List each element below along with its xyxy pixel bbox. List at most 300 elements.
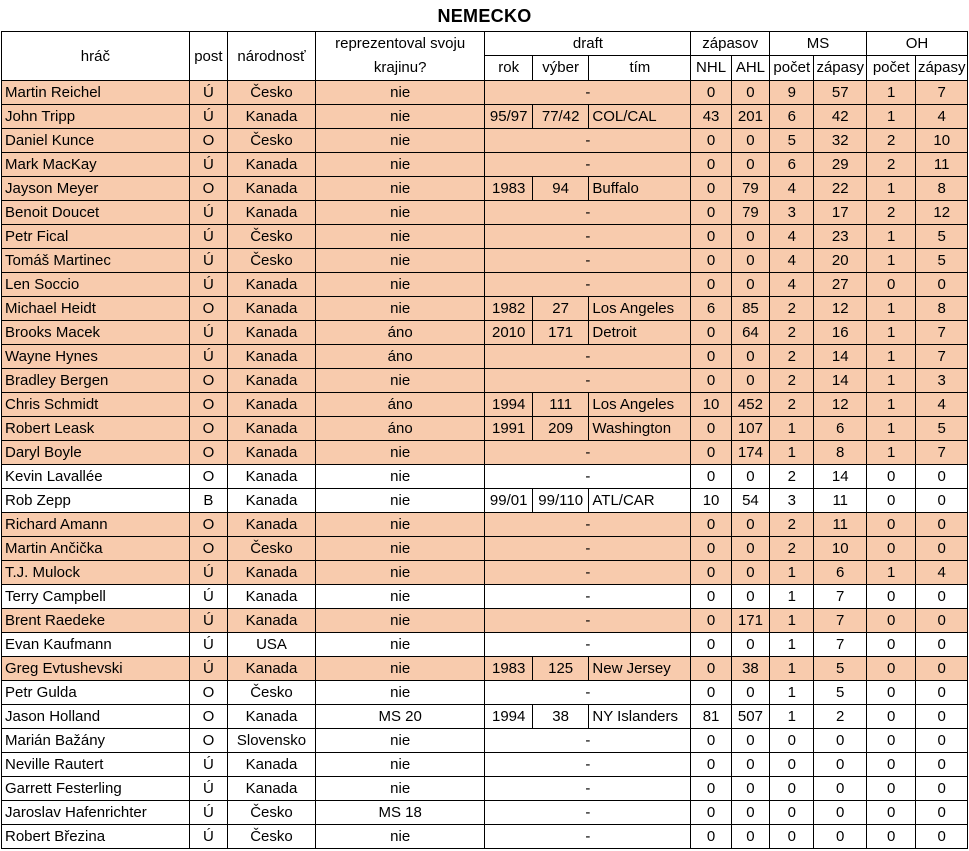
oh-count-cell: 1 [866,81,915,105]
oh-games-cell: 0 [916,729,968,753]
represented-cell: nie [315,273,485,297]
nationality-cell: Kanada [228,705,316,729]
ms-count-cell: 1 [770,705,814,729]
ms-count-cell: 2 [770,369,814,393]
nationality-cell: Kanada [228,369,316,393]
header-position: post [189,32,227,81]
nationality-cell: Kanada [228,153,316,177]
ms-games-cell: 14 [814,465,866,489]
represented-cell: nie [315,129,485,153]
nhl-games-cell: 0 [691,801,731,825]
nhl-games-cell: 6 [691,297,731,321]
ahl-games-cell: 0 [731,681,769,705]
table-row [2,105,968,129]
nhl-games-cell: 0 [691,825,731,849]
player-name-cell: Rob Zepp [2,489,190,513]
represented-cell: nie [315,225,485,249]
represented-cell: nie [315,105,485,129]
oh-count-cell: 0 [866,273,915,297]
ms-games-cell: 5 [814,681,866,705]
position-cell: Ú [189,153,227,177]
draft-year-cell: 1994 [485,705,532,729]
position-cell: Ú [189,321,227,345]
header-represented-line1: reprezentoval svoju [335,35,466,52]
draft-year-cell: 1983 [485,177,532,201]
position-cell: Ú [189,561,227,585]
table-row [2,777,968,801]
oh-games-cell: 0 [916,609,968,633]
draft-year-cell: 2010 [485,321,532,345]
ms-count-cell: 2 [770,465,814,489]
nationality-cell: Kanada [228,393,316,417]
nhl-games-cell: 10 [691,489,731,513]
table-row [2,705,968,729]
ahl-games-cell: 0 [731,753,769,777]
ms-games-cell: 0 [814,801,866,825]
oh-count-cell: 0 [866,633,915,657]
oh-games-cell: 0 [916,465,968,489]
player-name-cell: Jason Holland [2,705,190,729]
nhl-games-cell: 0 [691,537,731,561]
position-cell: O [189,393,227,417]
player-name-cell: Robert Leask [2,417,190,441]
represented-cell: nie [315,537,485,561]
player-name-cell: Bradley Bergen [2,369,190,393]
ahl-games-cell: 0 [731,729,769,753]
player-name-cell: Petr Gulda [2,681,190,705]
player-name-cell: Richard Amann [2,513,190,537]
nhl-games-cell: 0 [691,177,731,201]
draft-pick-cell: 77/42 [532,105,589,129]
oh-games-cell: 3 [916,369,968,393]
oh-count-cell: 1 [866,393,915,417]
nhl-games-cell: 0 [691,513,731,537]
position-cell: O [189,441,227,465]
nhl-games-cell: 0 [691,153,731,177]
ahl-games-cell: 107 [731,417,769,441]
table-row [2,537,968,561]
ms-count-cell: 0 [770,729,814,753]
draft-pick-cell: 38 [532,705,589,729]
ahl-games-cell: 0 [731,249,769,273]
oh-count-cell: 0 [866,513,915,537]
oh-count-cell: 0 [866,585,915,609]
ahl-games-cell: 0 [731,81,769,105]
ms-count-cell: 1 [770,585,814,609]
oh-count-cell: 0 [866,705,915,729]
ahl-games-cell: 0 [731,273,769,297]
ms-games-cell: 0 [814,777,866,801]
nationality-cell: Kanada [228,201,316,225]
header-draft: draft [485,32,691,56]
oh-count-cell: 0 [866,489,915,513]
draft-cell: - [485,81,691,105]
oh-games-cell: 0 [916,537,968,561]
represented-cell: nie [315,513,485,537]
draft-cell: - [485,561,691,585]
ahl-games-cell: 0 [731,585,769,609]
draft-team-cell: Washington [589,417,691,441]
table-row [2,177,968,201]
oh-games-cell: 8 [916,177,968,201]
draft-team-cell: Los Angeles [589,297,691,321]
nationality-cell: Česko [228,129,316,153]
ms-count-cell: 2 [770,537,814,561]
oh-games-cell: 7 [916,345,968,369]
player-name-cell: Martin Reichel [2,81,190,105]
ms-count-cell: 2 [770,393,814,417]
nhl-games-cell: 0 [691,753,731,777]
oh-games-cell: 0 [916,585,968,609]
nhl-games-cell: 0 [691,777,731,801]
header-ms-games: zápasy [814,55,866,80]
nhl-games-cell: 0 [691,441,731,465]
draft-cell: - [485,153,691,177]
nhl-games-cell: 0 [691,633,731,657]
oh-games-cell: 0 [916,825,968,849]
oh-games-cell: 0 [916,273,968,297]
nhl-games-cell: 10 [691,393,731,417]
position-cell: Ú [189,777,227,801]
table-row [2,153,968,177]
ms-games-cell: 12 [814,393,866,417]
oh-count-cell: 1 [866,249,915,273]
nationality-cell: Kanada [228,441,316,465]
represented-cell: nie [315,753,485,777]
ahl-games-cell: 38 [731,657,769,681]
position-cell: Ú [189,345,227,369]
nhl-games-cell: 0 [691,729,731,753]
draft-pick-cell: 99/110 [532,489,589,513]
nationality-cell: Česko [228,81,316,105]
oh-count-cell: 1 [866,441,915,465]
player-name-cell: Jaroslav Hafenrichter [2,801,190,825]
ms-count-cell: 3 [770,201,814,225]
ms-games-cell: 0 [814,753,866,777]
draft-pick-cell: 171 [532,321,589,345]
represented-cell: nie [315,777,485,801]
oh-games-cell: 4 [916,105,968,129]
nhl-games-cell: 0 [691,249,731,273]
nhl-games-cell: 0 [691,681,731,705]
table-row [2,81,968,105]
represented-cell: nie [315,153,485,177]
oh-games-cell: 7 [916,321,968,345]
nhl-games-cell: 0 [691,585,731,609]
header-oh: OH [866,32,967,56]
page-title: NEMECKO [437,6,532,26]
oh-count-cell: 1 [866,105,915,129]
draft-cell: - [485,681,691,705]
represented-cell: áno [315,345,485,369]
draft-cell: - [485,345,691,369]
nationality-cell: Česko [228,225,316,249]
ms-count-cell: 2 [770,345,814,369]
ms-count-cell: 1 [770,441,814,465]
oh-games-cell: 0 [916,801,968,825]
represented-cell: nie [315,177,485,201]
ms-count-cell: 4 [770,273,814,297]
ms-games-cell: 2 [814,705,866,729]
ahl-games-cell: 0 [731,633,769,657]
draft-team-cell: NY Islanders [589,705,691,729]
position-cell: Ú [189,225,227,249]
position-cell: Ú [189,249,227,273]
draft-cell: - [485,585,691,609]
table-row [2,249,968,273]
nationality-cell: Kanada [228,489,316,513]
ms-count-cell: 6 [770,153,814,177]
oh-games-cell: 0 [916,777,968,801]
nationality-cell: Kanada [228,585,316,609]
oh-games-cell: 5 [916,225,968,249]
table-row [2,345,968,369]
position-cell: Ú [189,201,227,225]
ms-games-cell: 8 [814,441,866,465]
ms-count-cell: 6 [770,105,814,129]
table-row [2,369,968,393]
oh-count-cell: 0 [866,777,915,801]
header-player: hráč [2,32,190,81]
oh-count-cell: 0 [866,801,915,825]
oh-count-cell: 2 [866,201,915,225]
position-cell: O [189,705,227,729]
nhl-games-cell: 0 [691,657,731,681]
ahl-games-cell: 201 [731,105,769,129]
table-row [2,129,968,153]
ahl-games-cell: 0 [731,537,769,561]
player-name-cell: Petr Fical [2,225,190,249]
ms-games-cell: 57 [814,81,866,105]
player-name-cell: Michael Heidt [2,297,190,321]
position-cell: O [189,297,227,321]
table-row [2,561,968,585]
nationality-cell: Česko [228,801,316,825]
ms-games-cell: 14 [814,345,866,369]
draft-cell: - [485,777,691,801]
nationality-cell: Kanada [228,609,316,633]
table-row [2,633,968,657]
nhl-games-cell: 0 [691,345,731,369]
nhl-games-cell: 0 [691,129,731,153]
represented-cell: áno [315,321,485,345]
position-cell: Ú [189,633,227,657]
ms-games-cell: 0 [814,729,866,753]
draft-cell: - [485,633,691,657]
player-name-cell: Garrett Festerling [2,777,190,801]
header-oh-count: počet [866,55,915,80]
position-cell: O [189,129,227,153]
table-row [2,753,968,777]
ahl-games-cell: 79 [731,177,769,201]
ms-count-cell: 2 [770,321,814,345]
table-row [2,201,968,225]
ms-games-cell: 10 [814,537,866,561]
nhl-games-cell: 0 [691,417,731,441]
represented-cell: nie [315,249,485,273]
ms-games-cell: 42 [814,105,866,129]
ms-games-cell: 20 [814,249,866,273]
draft-team-cell: COL/CAL [589,105,691,129]
oh-count-cell: 2 [866,153,915,177]
nationality-cell: Kanada [228,273,316,297]
ahl-games-cell: 174 [731,441,769,465]
ms-games-cell: 7 [814,585,866,609]
position-cell: Ú [189,657,227,681]
nationality-cell: Slovensko [228,729,316,753]
nhl-games-cell: 81 [691,705,731,729]
represented-cell: áno [315,417,485,441]
header-games: zápasov [691,32,770,56]
ms-count-cell: 5 [770,129,814,153]
nationality-cell: Kanada [228,753,316,777]
oh-games-cell: 0 [916,753,968,777]
position-cell: Ú [189,609,227,633]
represented-cell: nie [315,681,485,705]
represented-cell: nie [315,441,485,465]
draft-cell: - [485,753,691,777]
nationality-cell: Kanada [228,465,316,489]
ms-count-cell: 1 [770,657,814,681]
represented-cell: áno [315,393,485,417]
position-cell: Ú [189,273,227,297]
oh-count-cell: 2 [866,129,915,153]
nhl-games-cell: 0 [691,201,731,225]
table-row [2,657,968,681]
position-cell: O [189,465,227,489]
oh-count-cell: 1 [866,345,915,369]
ms-count-cell: 3 [770,489,814,513]
draft-cell: - [485,369,691,393]
nationality-cell: Kanada [228,777,316,801]
draft-cell: - [485,201,691,225]
nationality-cell: Kanada [228,177,316,201]
player-name-cell: Len Soccio [2,273,190,297]
table-row [2,417,968,441]
represented-cell: nie [315,369,485,393]
ms-games-cell: 14 [814,369,866,393]
draft-cell: - [485,729,691,753]
header-oh-games: zápasy [916,55,968,80]
represented-cell: nie [315,297,485,321]
nhl-games-cell: 0 [691,369,731,393]
draft-cell: - [485,825,691,849]
oh-games-cell: 4 [916,393,968,417]
ahl-games-cell: 0 [731,369,769,393]
nhl-games-cell: 0 [691,225,731,249]
oh-count-cell: 0 [866,825,915,849]
ahl-games-cell: 54 [731,489,769,513]
oh-games-cell: 0 [916,657,968,681]
oh-count-cell: 1 [866,225,915,249]
oh-count-cell: 0 [866,465,915,489]
ahl-games-cell: 171 [731,609,769,633]
nhl-games-cell: 0 [691,561,731,585]
represented-cell: MS 20 [315,705,485,729]
ahl-games-cell: 0 [731,561,769,585]
oh-count-cell: 0 [866,657,915,681]
represented-cell: nie [315,81,485,105]
oh-games-cell: 0 [916,681,968,705]
ms-games-cell: 16 [814,321,866,345]
position-cell: Ú [189,105,227,129]
table-row [2,297,968,321]
oh-games-cell: 11 [916,153,968,177]
draft-pick-cell: 209 [532,417,589,441]
draft-cell: - [485,465,691,489]
oh-count-cell: 0 [866,753,915,777]
ahl-games-cell: 0 [731,825,769,849]
nationality-cell: Česko [228,825,316,849]
player-name-cell: Martin Ančička [2,537,190,561]
table-row [2,489,968,513]
draft-team-cell: Los Angeles [589,393,691,417]
position-cell: O [189,681,227,705]
ahl-games-cell: 0 [731,129,769,153]
ms-games-cell: 32 [814,129,866,153]
ms-games-cell: 11 [814,513,866,537]
draft-pick-cell: 27 [532,297,589,321]
draft-year-cell: 99/01 [485,489,532,513]
ahl-games-cell: 0 [731,345,769,369]
ms-games-cell: 12 [814,297,866,321]
ms-count-cell: 4 [770,225,814,249]
oh-games-cell: 0 [916,705,968,729]
player-name-cell: T.J. Mulock [2,561,190,585]
ms-count-cell: 4 [770,177,814,201]
draft-year-cell: 1983 [485,657,532,681]
nationality-cell: Kanada [228,321,316,345]
represented-cell: MS 18 [315,801,485,825]
ms-games-cell: 7 [814,609,866,633]
ms-games-cell: 5 [814,657,866,681]
ms-games-cell: 6 [814,561,866,585]
draft-cell: - [485,801,691,825]
player-name-cell: Chris Schmidt [2,393,190,417]
ms-count-cell: 1 [770,633,814,657]
draft-year-cell: 1994 [485,393,532,417]
player-name-cell: Neville Rautert [2,753,190,777]
draft-pick-cell: 94 [532,177,589,201]
ms-games-cell: 7 [814,633,866,657]
table-row [2,393,968,417]
draft-team-cell: ATL/CAR [589,489,691,513]
ahl-games-cell: 452 [731,393,769,417]
player-name-cell: Terry Campbell [2,585,190,609]
represented-cell: nie [315,561,485,585]
oh-games-cell: 5 [916,417,968,441]
oh-count-cell: 1 [866,369,915,393]
nationality-cell: Česko [228,249,316,273]
oh-games-cell: 5 [916,249,968,273]
position-cell: O [189,417,227,441]
nhl-games-cell: 0 [691,609,731,633]
draft-year-cell: 1982 [485,297,532,321]
player-name-cell: Daryl Boyle [2,441,190,465]
nhl-games-cell: 0 [691,465,731,489]
draft-team-cell: Detroit [589,321,691,345]
header-draft-pick: výber [532,55,589,80]
player-name-cell: Mark MacKay [2,153,190,177]
ahl-games-cell: 64 [731,321,769,345]
roster-table [1,31,968,849]
player-name-cell: Benoit Doucet [2,201,190,225]
position-cell: B [189,489,227,513]
position-cell: Ú [189,753,227,777]
represented-cell: nie [315,465,485,489]
position-cell: O [189,537,227,561]
represented-cell: nie [315,201,485,225]
